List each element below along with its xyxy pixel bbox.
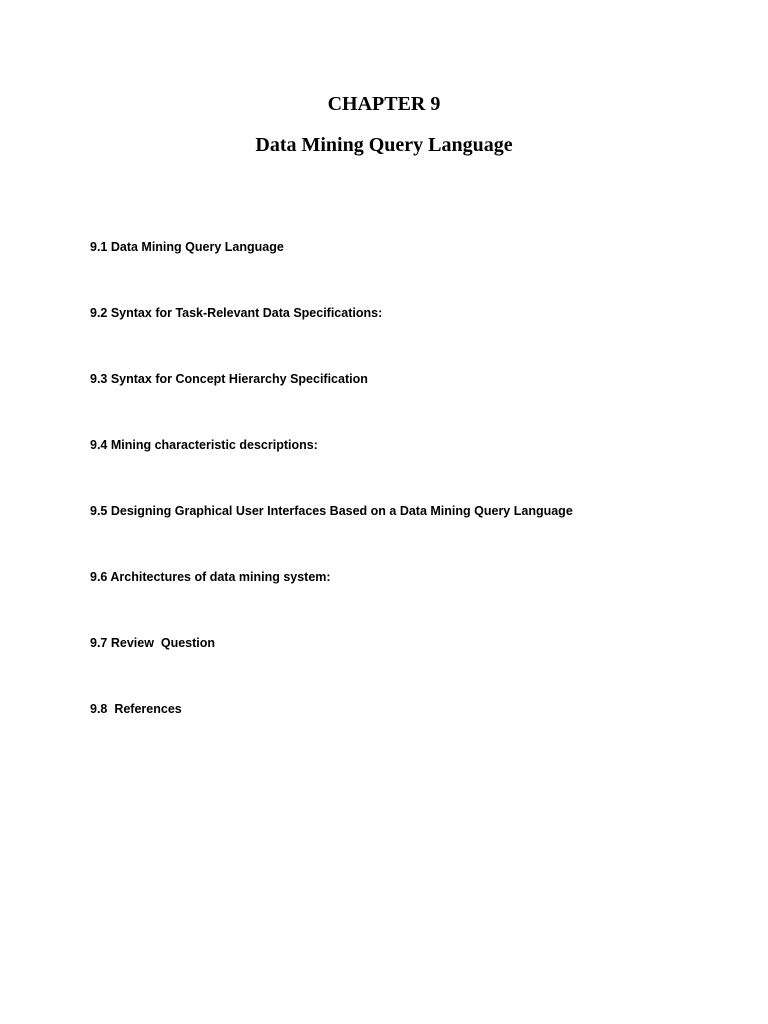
toc-item-9-1: 9.1 Data Mining Query Language xyxy=(90,240,284,254)
toc-item-9-5: 9.5 Designing Graphical User Interfaces Based on a Data Mining Query Language xyxy=(90,504,573,518)
toc-item-9-7: 9.7 Review Question xyxy=(90,636,216,650)
table-of-contents xyxy=(90,238,573,766)
toc-item-9-8: 9.8 References xyxy=(90,702,182,716)
toc-item-9-3: 9.3 Syntax for Concept Hierarchy Specification xyxy=(90,372,368,386)
toc-item-9-2: 9.2 Syntax for Task-Relevant Data Specifications: xyxy=(90,306,383,320)
toc-item-9-6: 9.6 Architectures of data mining system: xyxy=(90,570,331,584)
chapter-label: CHAPTER 9 xyxy=(327,93,441,115)
chapter-title: Data Mining Query Language xyxy=(255,134,513,156)
toc-item-9-4: 9.4 Mining characteristic descriptions: xyxy=(90,438,318,452)
